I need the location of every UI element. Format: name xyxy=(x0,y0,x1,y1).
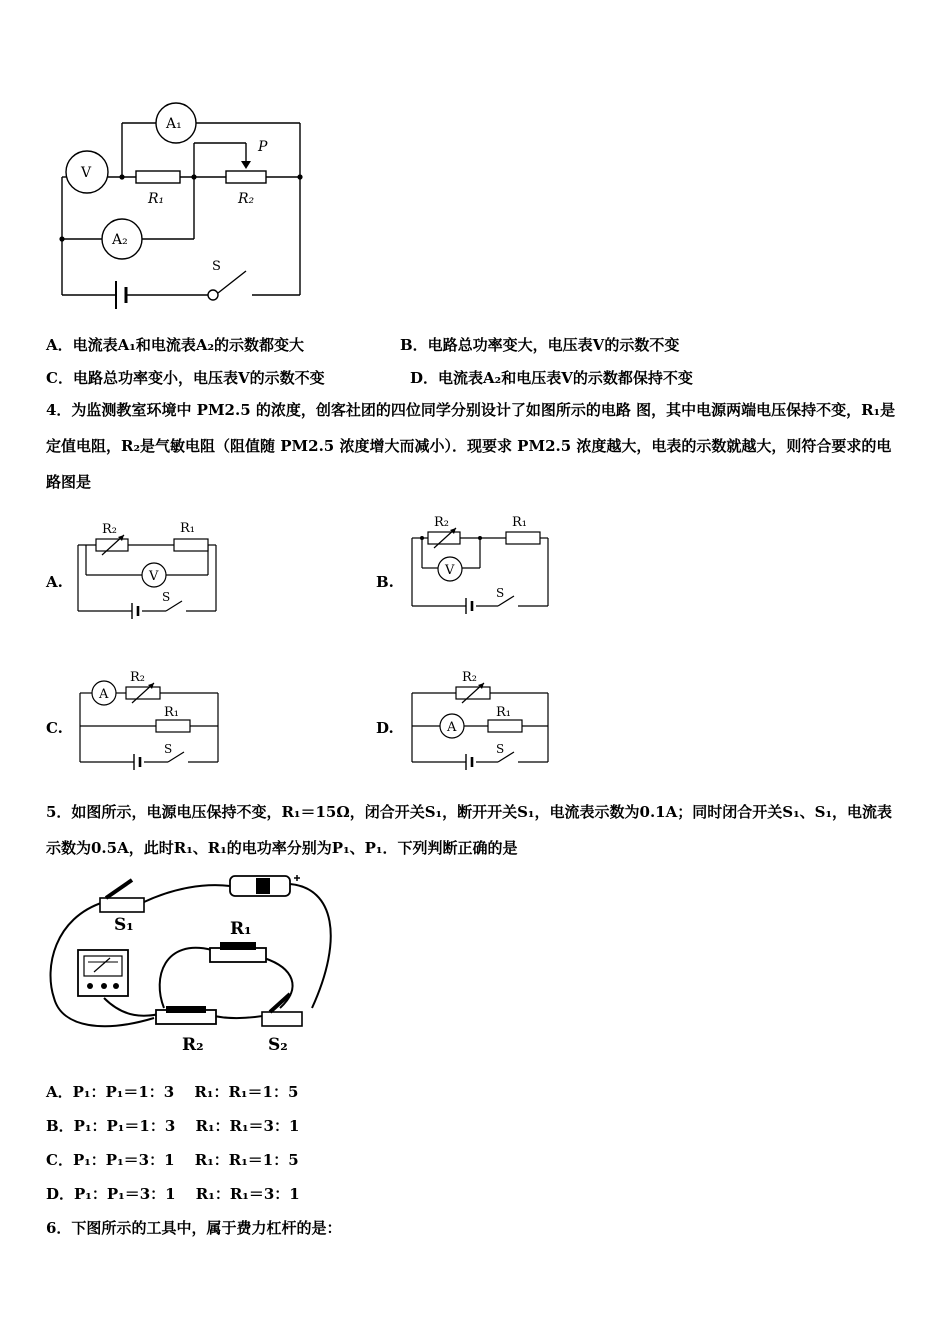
q3-circuit-diagram xyxy=(40,95,340,325)
q4c-r1-label: R₁ xyxy=(164,705,179,720)
q5-s1-label: S₁ xyxy=(114,915,134,935)
q3-option-a: A．电流表A₁和电流表A₂的示数都变大 xyxy=(46,336,305,354)
q4-option-d-label: D. xyxy=(376,719,394,737)
q4-option-b-label: B. xyxy=(376,573,394,591)
q4-stem: 4．为监测教室环境中 PM2.5 的浓度，创客社团的四位同学分别设计了如图所示的电路 图，其中电源两端电压保持不变，R₁是定值电阻，R₂是气敏电阻（阻值随 PM2.5 浓度增大而减小）．现要求 PM2.5 浓度越大，电表的示数就越大，则符合要求的电路图是 xyxy=(46,401,896,491)
q4b-v-label: V xyxy=(445,563,455,578)
q4a-r1-label: R₁ xyxy=(180,521,195,536)
s1-switch-icon xyxy=(100,880,144,912)
q4b-s-label: S xyxy=(496,586,505,600)
q5-option-b: B．P₁：P₁＝1：3 R₁：R₁＝3：1 xyxy=(46,1117,300,1135)
a1-label: A₁ xyxy=(166,116,182,132)
a2-label: A₂ xyxy=(112,232,128,248)
q4b-r2-label: R₂ xyxy=(434,515,449,530)
q4c-a-label: A xyxy=(99,687,109,702)
ammeter-icon xyxy=(78,950,128,996)
p-label: P xyxy=(258,139,268,155)
q4c-s-label: S xyxy=(164,742,173,756)
r1-resistor-icon xyxy=(210,942,266,962)
v-label: V xyxy=(81,165,92,181)
q4-circuit-a xyxy=(74,515,224,625)
q4b-r1-label: R₁ xyxy=(512,515,527,530)
r2-resistor xyxy=(226,171,266,183)
q4-circuit-c xyxy=(76,666,226,776)
q4a-s-label: S xyxy=(162,590,171,604)
q5-circuit-photo xyxy=(44,868,344,1068)
slider-arrow-icon xyxy=(241,161,251,169)
q3-option-c: C．电路总功率变小，电压表V的示数不变 xyxy=(46,369,325,387)
q5-r1-label: R₁ xyxy=(230,919,252,939)
q5-stem: 5．如图所示，电源电压保持不变，R₁＝15Ω，闭合开关S₁，断开开关S₁，电流表示数为0.1A；同时闭合开关S₁、S₁，电流表示数为0.5A，此时R₁、R₁的电功率分别为P₁、P₁．下列判断正确的是 xyxy=(46,803,893,857)
q4d-r1-label: R₁ xyxy=(496,705,511,720)
q4a-v-label: V xyxy=(149,569,159,584)
q5-s2-label: S₂ xyxy=(268,1035,288,1055)
q6-stem: 6．下图所示的工具中，属于费力杠杆的是： xyxy=(46,1219,342,1237)
q4a-r2-label: R₂ xyxy=(102,522,117,537)
q3-option-b: B．电路总功率变大，电压表V的示数不变 xyxy=(400,336,680,354)
q4-option-c-label: C. xyxy=(46,719,63,737)
q5-r2-label: R₂ xyxy=(182,1035,204,1055)
battery-icon xyxy=(116,281,126,309)
q4d-s-label: S xyxy=(496,742,505,756)
switch-pivot xyxy=(208,290,218,300)
q4-circuit-b xyxy=(406,512,556,622)
q5-option-a: A．P₁：P₁＝1：3 R₁：R₁＝1：5 xyxy=(46,1083,299,1101)
q5-option-d: D．P₁：P₁＝3：1 R₁：R₁＝3：1 xyxy=(46,1185,300,1203)
q4c-r2-label: R₂ xyxy=(130,670,145,685)
r1-resistor xyxy=(136,171,180,183)
r2-resistor-icon xyxy=(156,1006,216,1024)
q5-option-c: C．P₁：P₁＝3：1 R₁：R₁＝1：5 xyxy=(46,1151,299,1169)
q4d-a-label: A xyxy=(447,720,457,735)
q3-option-d: D．电流表A₂和电压表V的示数都保持不变 xyxy=(410,369,693,387)
battery-icon xyxy=(230,875,300,896)
r1-label: R₁ xyxy=(148,191,165,207)
s2-switch-icon xyxy=(262,994,302,1026)
q4d-r2-label: R₂ xyxy=(462,670,477,685)
r2-label: R₂ xyxy=(238,191,255,207)
q4-option-a-label: A. xyxy=(46,573,63,591)
q4-circuit-d xyxy=(406,666,556,776)
s-label: S xyxy=(212,259,221,274)
